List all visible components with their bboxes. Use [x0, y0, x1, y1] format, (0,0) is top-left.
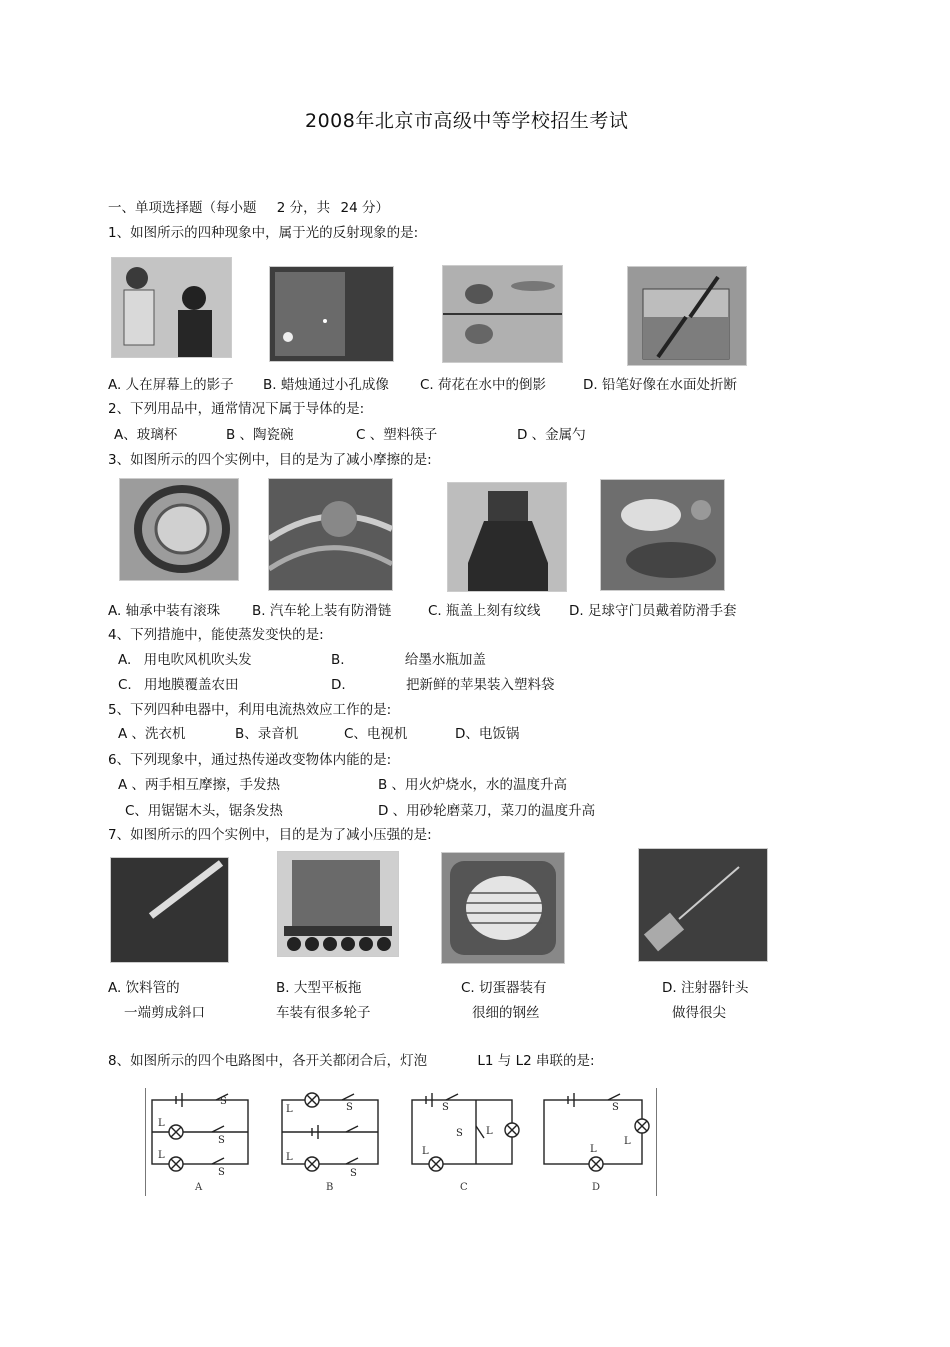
exam-title: 2008年北京市高级中等学校招生考试 — [305, 110, 629, 132]
q2-option-b: B 、陶瓷碗 — [226, 427, 294, 443]
q4-option-a-letter: A. — [118, 652, 132, 668]
q6-option-d: D 、用砂轮磨菜刀，菜刀的温度升高 — [378, 803, 596, 819]
q5-stem: 5、下列四种电器中，利用电流热效应工作的是: — [108, 702, 392, 718]
q2-option-c: C 、塑料筷子 — [356, 427, 438, 443]
svg-text:L: L — [286, 1152, 293, 1163]
q4-stem: 4、下列措施中，能使蒸发变快的是: — [108, 627, 324, 643]
q2-option-d: D 、金属勺 — [517, 427, 586, 443]
svg-text:S: S — [218, 1135, 225, 1146]
q1-image-d-pencil — [627, 266, 747, 366]
q3-image-a-bearing — [119, 478, 239, 581]
svg-text:S: S — [612, 1102, 619, 1113]
q5-option-c: C、电视机 — [344, 726, 408, 742]
svg-text:L: L — [486, 1126, 493, 1137]
q7-option-a-line2: 一端剪成斜口 — [124, 1005, 205, 1021]
circuit-label-c: C — [460, 1182, 468, 1193]
q7-option-d-line2: 做得很尖 — [672, 1005, 726, 1021]
circuit-d — [544, 1093, 649, 1171]
q6-stem: 6、下列现象中，通过热传递改变物体内能的是: — [108, 752, 392, 768]
q4-option-c-letter: C. — [118, 677, 132, 693]
q3-image-c-bottlecap — [447, 482, 567, 592]
circuit-label-a: A — [195, 1182, 203, 1193]
q4-option-a — [118, 648, 252, 668]
q6-option-c: C、用锯锯木头，锯条发热 — [125, 803, 283, 819]
q7-option-c-line2: 很细的钢丝 — [472, 1005, 540, 1021]
q4-option-b — [331, 648, 486, 668]
q6-option-a: A 、两手相互摩擦，手发热 — [118, 777, 281, 793]
q3-image-b-chain — [268, 478, 393, 591]
q3-image-d-glove — [600, 479, 725, 591]
svg-text:L: L — [158, 1150, 165, 1161]
q1-image-a-shadow — [111, 257, 232, 358]
q1-option-a: A. 人在屏幕上的影子 — [108, 377, 234, 393]
q3-option-a: A. 轴承中装有滚珠 — [108, 603, 221, 619]
svg-text:L: L — [286, 1104, 293, 1115]
q1-option-b: B. 蜡烛通过小孔成像 — [263, 377, 389, 393]
q8-stem-part2: L1 与 L2 串联的是: — [477, 1053, 595, 1069]
svg-text:S: S — [456, 1128, 463, 1139]
q5-option-a: A 、洗衣机 — [118, 726, 186, 742]
q7-option-a-line1: A. 饮料管的 — [108, 980, 180, 996]
circuit-a — [152, 1093, 248, 1178]
section-total: 24 分） — [340, 200, 389, 216]
section-points: 2 分，共 — [276, 200, 331, 216]
circuit-label-d: D — [592, 1182, 601, 1193]
section-heading-text: 一、单项选择题（每小题 — [108, 200, 257, 216]
q5-option-d: D、电饭锅 — [455, 726, 520, 742]
q4-option-b-text: 给墨水瓶加盖 — [404, 652, 486, 668]
q4-option-c — [118, 673, 239, 693]
svg-text:S: S — [442, 1102, 449, 1113]
q1-option-c: C. 荷花在水中的倒影 — [420, 377, 547, 393]
q8-stem — [108, 1049, 595, 1069]
q7-image-b-trailer — [277, 851, 399, 957]
q7-stem: 7、如图所示的四个实例中，目的是为了减小压强的是: — [108, 827, 432, 843]
q4-option-d-letter: D. — [331, 677, 346, 693]
q3-stem: 3、如图所示的四个实例中，目的是为了减小摩擦的是: — [108, 452, 432, 468]
q2-stem: 2、下列用品中，通常情况下属于导体的是: — [108, 401, 365, 417]
svg-text:L: L — [590, 1144, 597, 1155]
q3-option-d: D. 足球守门员戴着防滑手套 — [569, 603, 737, 619]
q6-option-b: B 、用火炉烧水，水的温度升高 — [378, 777, 568, 793]
svg-text:S: S — [350, 1168, 357, 1179]
q4-option-a-text: 用电吹风机吹头发 — [143, 652, 252, 668]
q1-image-c-lotus — [442, 265, 563, 363]
q7-option-d-line1: D. 注射器针头 — [662, 980, 749, 996]
q1-option-d: D. 铅笔好像在水面处折断 — [583, 377, 737, 393]
svg-text:S: S — [346, 1102, 353, 1113]
q4-option-d-text: 把新鲜的苹果装入塑料袋 — [405, 677, 555, 693]
q2-option-a: A、玻璃杯 — [114, 427, 178, 443]
q7-image-a-straw — [110, 857, 229, 963]
svg-text:L: L — [624, 1136, 631, 1147]
q4-option-d — [331, 673, 554, 693]
q7-option-b-line2: 车装有很多轮子 — [276, 1005, 371, 1021]
q4-option-c-text: 用地膜覆盖农田 — [144, 677, 239, 693]
q7-option-c-line1: C. 切蛋器装有 — [461, 980, 547, 996]
q7-image-c-egg-slicer — [441, 852, 565, 964]
q5-option-b: B、录音机 — [235, 726, 299, 742]
svg-text:L: L — [158, 1118, 165, 1129]
svg-text:S: S — [218, 1167, 225, 1178]
q1-image-b-pinhole — [269, 266, 394, 362]
q3-option-b: B. 汽车轮上装有防滑链 — [252, 603, 392, 619]
svg-text:S: S — [220, 1096, 227, 1107]
circuit-label-b: B — [326, 1182, 334, 1193]
q1-stem: 1、如图所示的四种现象中，属于光的反射现象的是: — [108, 225, 419, 241]
circuit-b — [282, 1093, 378, 1179]
q3-option-c: C. 瓶盖上刻有纹线 — [428, 603, 541, 619]
q4-option-b-letter: B. — [331, 652, 345, 668]
q8-stem-part1: 8、如图所示的四个电路图中，各开关都闭合后，灯泡 — [108, 1053, 428, 1069]
svg-text:L: L — [422, 1146, 429, 1157]
q8-circuit-diagrams — [145, 1088, 657, 1196]
q7-image-d-syringe — [638, 848, 768, 962]
q7-option-b-line1: B. 大型平板拖 — [276, 980, 362, 996]
section-heading — [108, 196, 389, 216]
circuit-c — [412, 1093, 519, 1171]
